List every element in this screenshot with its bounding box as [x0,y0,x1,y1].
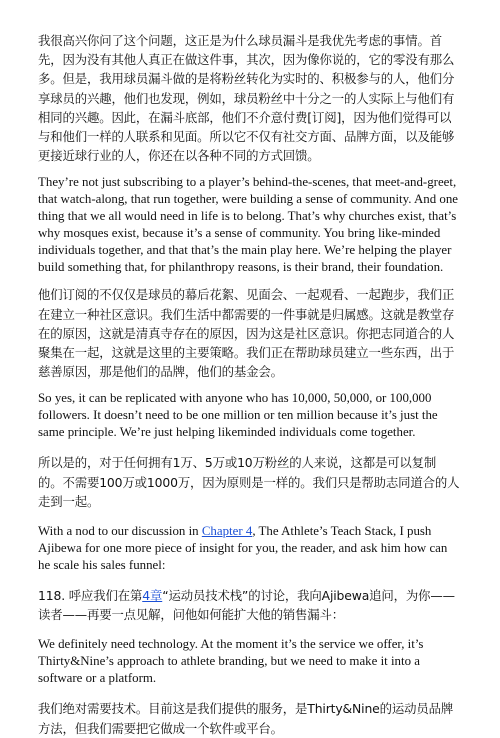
paragraph-zh-4-after: “运动员技术栈”的讨论，我向Ajibewa追问，为你——读者——再要一点见解，问他如何能扩大他的销售漏斗： [38,588,455,623]
paragraph-en-3-after: , The Athlete’s Teach Stack, I push Ajibewa for one more piece of insight for you, the reader, and ask him how can he scale his sales funnel: [38,524,448,573]
paragraph-zh-3: 所以是的，对于任何拥有1万、5万或10万粉丝的人来说，这都是可以复制的。不需要100万或1000万，因为原则是一样的。我们只是帮助志同道合的人走到一起。 [38,455,460,509]
paragraph-en-3 [38,523,460,574]
paragraph-zh-2: 他们订阅的不仅仅是球员的幕后花絮、见面会、一起观看、一起跑步，我们正在建立一种社区意识。我们生活中都需要的一件事就是归属感。这就是教堂存在的原因，这就是清真寺存在的原因，因为这是社区意识。你把志同道合的人聚集在一起，这就是这里的主要策略。我们正在帮助球员建立一些东西，出于慈善原因，那是他们的品牌，他们的基金会。 [38,287,455,380]
paragraph-en-1: They’re not just subscribing to a player’s behind-the-scenes, that meet-and-greet, that watch-along, that run together, were building a sense of community. And one thing that we all would need in life is to belong. That’s why churches exist, that’s why mosques exist, because it’s a sense of community. You bring like-minded individuals together, and that that’s the main play here. We’re helping the player build something that, for philanthropy reasons, is their brand, their foundation. [38,175,458,275]
paragraph-zh-5: 我们绝对需要技术。目前这是我们提供的服务，是Thirty&Nine的运动员品牌方法，但我们需要把它做成一个软件或平台。 [38,701,454,736]
paragraph-zh-1: 我很高兴你问了这个问题，这正是为什么球员漏斗是我优先考虑的事情。首先，因为没有其他人真正在做这件事，其次，因为像你说的，它的零没有那么多。但是，我用球员漏斗做的是将粉丝转化为实时的、积极参与的人，他们分享球员的兴趣，他们也发现，例如，球员粉丝中十分之一的人实际上与他们有相同的兴趣。因此，在漏斗底部，他们不介意付费[订阅]，因为他们觉得可以与和他们一样的人联系和见面。所以它不仅有社交方面、品牌方面，以及能够更接近球行业的人，你还在以各种不同的方式回馈。 [38,33,455,164]
chapter-4-link[interactable]: Chapter 4 [201,524,253,539]
chapter-4-link-zh[interactable]: 4章 [142,588,163,604]
paragraph-en-3-before: With a nod to our discussion in [38,524,202,539]
paragraph-en-4: We definitely need technology. At the moment it’s the service we offer, it’s Thirty&Nine’s approach to athlete branding, but we need to make it into a software or a platform. [38,637,424,686]
paragraph-zh-4-before: 118. 呼应我们在第 [38,588,143,604]
paragraph-en-2: So yes, it can be replicated with anyone who has 10,000, 50,000, or 100,000 followers. It doesn’t need to be one million or ten million because it’s just the same principle. We’re just helping likeminded individuals come together. [38,391,438,440]
paragraph-zh-4 [38,586,460,624]
